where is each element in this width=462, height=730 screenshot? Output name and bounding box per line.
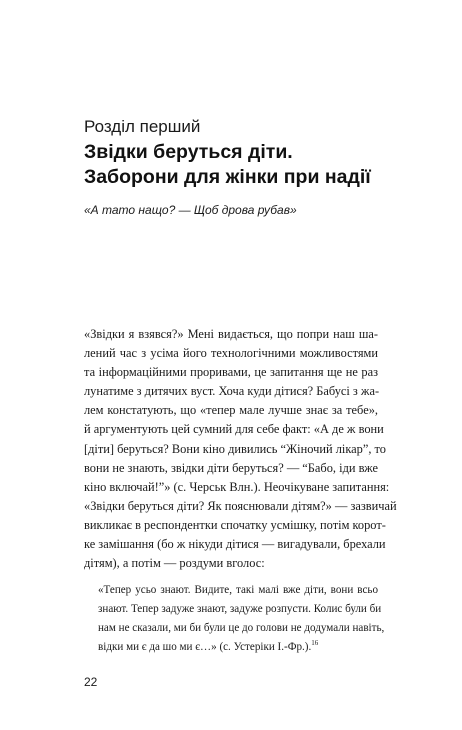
- body-line: дітям), а потім — роздуми вголос:: [84, 556, 265, 571]
- chapter-label: Розділ перший: [84, 117, 201, 136]
- body-line: вони не знають, звідки діти беруться? — “Бабо, іди вже: [84, 460, 378, 475]
- body-line: лем констатують, що «тепер мале лучше знає за тебе»,: [84, 403, 378, 418]
- body-line: викликає в респондентки спочатку усмішку, потім корот-: [84, 517, 386, 532]
- chapter-title-line: Звідки беруться діти.: [84, 141, 293, 163]
- quote-line: знают. Тепер задуже знают, задуже розпусти. Колис були би: [98, 603, 382, 616]
- quote-line: нам не сказали, ми би були це до голови не додумали навіть,: [98, 622, 385, 635]
- body-line: ке замішання (бо ж нікуди дітися — вигадували, брехали: [84, 537, 386, 552]
- footnote-ref: 16: [311, 639, 319, 648]
- chapter-title-line: Заборони для жінки при надії: [84, 166, 371, 188]
- body-line: лунатиме з дитячих вуст. Хоча куди дітися? Бабусі з жа-: [84, 384, 380, 399]
- body-paragraph: [84, 325, 397, 573]
- epigraph: «А тато нащо? — Щоб дрова рубав»: [84, 203, 297, 217]
- body-line: лений час з усіма його технологічними можливостями: [84, 346, 378, 361]
- quote-line-text: відки ми є да шо ми є…» (с. Устеріки І.-Фр.).: [98, 641, 312, 654]
- page-number: 22: [84, 675, 98, 689]
- quote-line: «Тепер усьо знают. Видите, такі малі вже діти, вони всьо: [98, 584, 378, 596]
- chapter-title: [84, 140, 434, 190]
- body-line: «Звідки я взявся?» Мені видається, що попри наш ша-: [84, 327, 378, 341]
- block-quote: [98, 581, 385, 657]
- body-line: та інформаційними проривами, це запитання ще не раз: [84, 365, 378, 380]
- body-line: [діти] беруться? Вони кіно дивились “Жіночий лікар”, то: [84, 441, 386, 456]
- body-line: кіно включай!”» (с. Черськ Влн.). Неочікуване запитання:: [84, 479, 390, 494]
- body-line: «Звідки беруться діти? Як пояснювали дітям?» — зазвичай: [84, 498, 397, 513]
- body-line: й аргументують цей сумний для себе факт: «А де ж вони: [84, 422, 384, 437]
- quote-line-last: [98, 638, 378, 657]
